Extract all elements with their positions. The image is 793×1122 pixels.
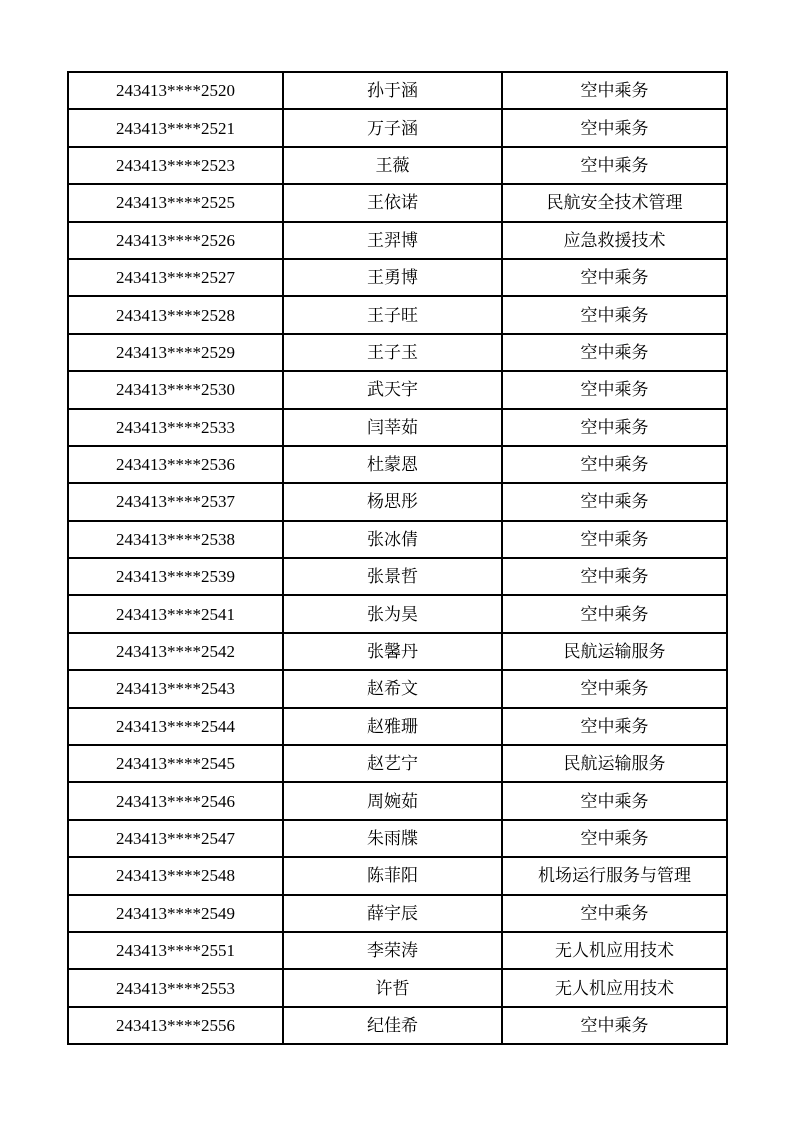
candidate-name-cell: 王薇 — [283, 147, 502, 184]
candidate-name-cell: 张冰倩 — [283, 521, 502, 558]
candidate-id-cell: 243413****2537 — [68, 483, 283, 520]
roster-row — [68, 1007, 727, 1044]
roster-row — [68, 109, 727, 146]
student-roster-table — [67, 71, 728, 1045]
roster-row — [68, 483, 727, 520]
admitted-major-cell: 空中乘务 — [502, 72, 727, 109]
roster-row — [68, 371, 727, 408]
candidate-id-cell: 243413****2530 — [68, 371, 283, 408]
roster-body — [68, 72, 727, 1044]
admitted-major-cell: 无人机应用技术 — [502, 969, 727, 1006]
candidate-name-cell: 纪佳希 — [283, 1007, 502, 1044]
candidate-name-cell: 赵雅珊 — [283, 708, 502, 745]
candidate-id-cell: 243413****2536 — [68, 446, 283, 483]
candidate-id-cell: 243413****2538 — [68, 521, 283, 558]
roster-row — [68, 820, 727, 857]
candidate-id-cell: 243413****2553 — [68, 969, 283, 1006]
candidate-name-cell: 杜蒙恩 — [283, 446, 502, 483]
candidate-name-cell: 陈菲阳 — [283, 857, 502, 894]
candidate-id-cell: 243413****2547 — [68, 820, 283, 857]
roster-row — [68, 670, 727, 707]
candidate-name-cell: 王勇博 — [283, 259, 502, 296]
candidate-name-cell: 周婉茹 — [283, 782, 502, 819]
roster-row — [68, 259, 727, 296]
admitted-major-cell: 空中乘务 — [502, 670, 727, 707]
roster-row — [68, 932, 727, 969]
admitted-major-cell: 空中乘务 — [502, 1007, 727, 1044]
candidate-name-cell: 许哲 — [283, 969, 502, 1006]
candidate-name-cell: 张景哲 — [283, 558, 502, 595]
roster-row — [68, 446, 727, 483]
candidate-name-cell: 赵希文 — [283, 670, 502, 707]
admitted-major-cell: 空中乘务 — [502, 521, 727, 558]
roster-row — [68, 782, 727, 819]
candidate-id-cell: 243413****2544 — [68, 708, 283, 745]
admitted-major-cell: 空中乘务 — [502, 147, 727, 184]
roster-row — [68, 521, 727, 558]
candidate-name-cell: 王依诺 — [283, 184, 502, 221]
admitted-major-cell: 机场运行服务与管理 — [502, 857, 727, 894]
roster-row — [68, 857, 727, 894]
admitted-major-cell: 空中乘务 — [502, 483, 727, 520]
candidate-name-cell: 王羿博 — [283, 222, 502, 259]
admitted-major-cell: 空中乘务 — [502, 259, 727, 296]
candidate-name-cell: 张馨丹 — [283, 633, 502, 670]
admitted-major-cell: 空中乘务 — [502, 708, 727, 745]
candidate-name-cell: 李荣涛 — [283, 932, 502, 969]
roster-row — [68, 969, 727, 1006]
candidate-name-cell: 杨思彤 — [283, 483, 502, 520]
candidate-id-cell: 243413****2549 — [68, 895, 283, 932]
candidate-id-cell: 243413****2526 — [68, 222, 283, 259]
admitted-major-cell: 空中乘务 — [502, 296, 727, 333]
candidate-id-cell: 243413****2543 — [68, 670, 283, 707]
candidate-id-cell: 243413****2521 — [68, 109, 283, 146]
admitted-major-cell: 空中乘务 — [502, 446, 727, 483]
candidate-id-cell: 243413****2528 — [68, 296, 283, 333]
roster-row — [68, 334, 727, 371]
candidate-name-cell: 闫莘茹 — [283, 409, 502, 446]
admitted-major-cell: 空中乘务 — [502, 595, 727, 632]
roster-row — [68, 409, 727, 446]
admitted-major-cell: 空中乘务 — [502, 558, 727, 595]
roster-row — [68, 72, 727, 109]
admitted-major-cell: 空中乘务 — [502, 782, 727, 819]
candidate-id-cell: 243413****2541 — [68, 595, 283, 632]
candidate-name-cell: 万子涵 — [283, 109, 502, 146]
admitted-major-cell: 空中乘务 — [502, 371, 727, 408]
candidate-id-cell: 243413****2551 — [68, 932, 283, 969]
candidate-id-cell: 243413****2548 — [68, 857, 283, 894]
admitted-major-cell: 空中乘务 — [502, 820, 727, 857]
admitted-major-cell: 应急救援技术 — [502, 222, 727, 259]
candidate-name-cell: 赵艺宁 — [283, 745, 502, 782]
candidate-id-cell: 243413****2545 — [68, 745, 283, 782]
candidate-name-cell: 张为昊 — [283, 595, 502, 632]
candidate-name-cell: 王子玉 — [283, 334, 502, 371]
candidate-id-cell: 243413****2542 — [68, 633, 283, 670]
candidate-id-cell: 243413****2525 — [68, 184, 283, 221]
admitted-major-cell: 空中乘务 — [502, 895, 727, 932]
roster-row — [68, 708, 727, 745]
candidate-id-cell: 243413****2527 — [68, 259, 283, 296]
candidate-name-cell: 武天宇 — [283, 371, 502, 408]
candidate-name-cell: 孙于涵 — [283, 72, 502, 109]
roster-row — [68, 595, 727, 632]
candidate-id-cell: 243413****2556 — [68, 1007, 283, 1044]
candidate-id-cell: 243413****2546 — [68, 782, 283, 819]
admitted-major-cell: 民航运输服务 — [502, 745, 727, 782]
candidate-name-cell: 薛宇辰 — [283, 895, 502, 932]
candidate-id-cell: 243413****2520 — [68, 72, 283, 109]
roster-row — [68, 895, 727, 932]
roster-row — [68, 745, 727, 782]
candidate-name-cell: 朱雨牒 — [283, 820, 502, 857]
candidate-id-cell: 243413****2533 — [68, 409, 283, 446]
candidate-name-cell: 王子旺 — [283, 296, 502, 333]
admitted-major-cell: 空中乘务 — [502, 409, 727, 446]
admitted-major-cell: 民航运输服务 — [502, 633, 727, 670]
admitted-major-cell: 民航安全技术管理 — [502, 184, 727, 221]
candidate-id-cell: 243413****2539 — [68, 558, 283, 595]
roster-row — [68, 296, 727, 333]
candidate-id-cell: 243413****2529 — [68, 334, 283, 371]
roster-row — [68, 633, 727, 670]
roster-row — [68, 222, 727, 259]
roster-row — [68, 184, 727, 221]
roster-row — [68, 147, 727, 184]
admitted-major-cell: 空中乘务 — [502, 109, 727, 146]
candidate-id-cell: 243413****2523 — [68, 147, 283, 184]
admitted-major-cell: 空中乘务 — [502, 334, 727, 371]
admitted-major-cell: 无人机应用技术 — [502, 932, 727, 969]
roster-row — [68, 558, 727, 595]
